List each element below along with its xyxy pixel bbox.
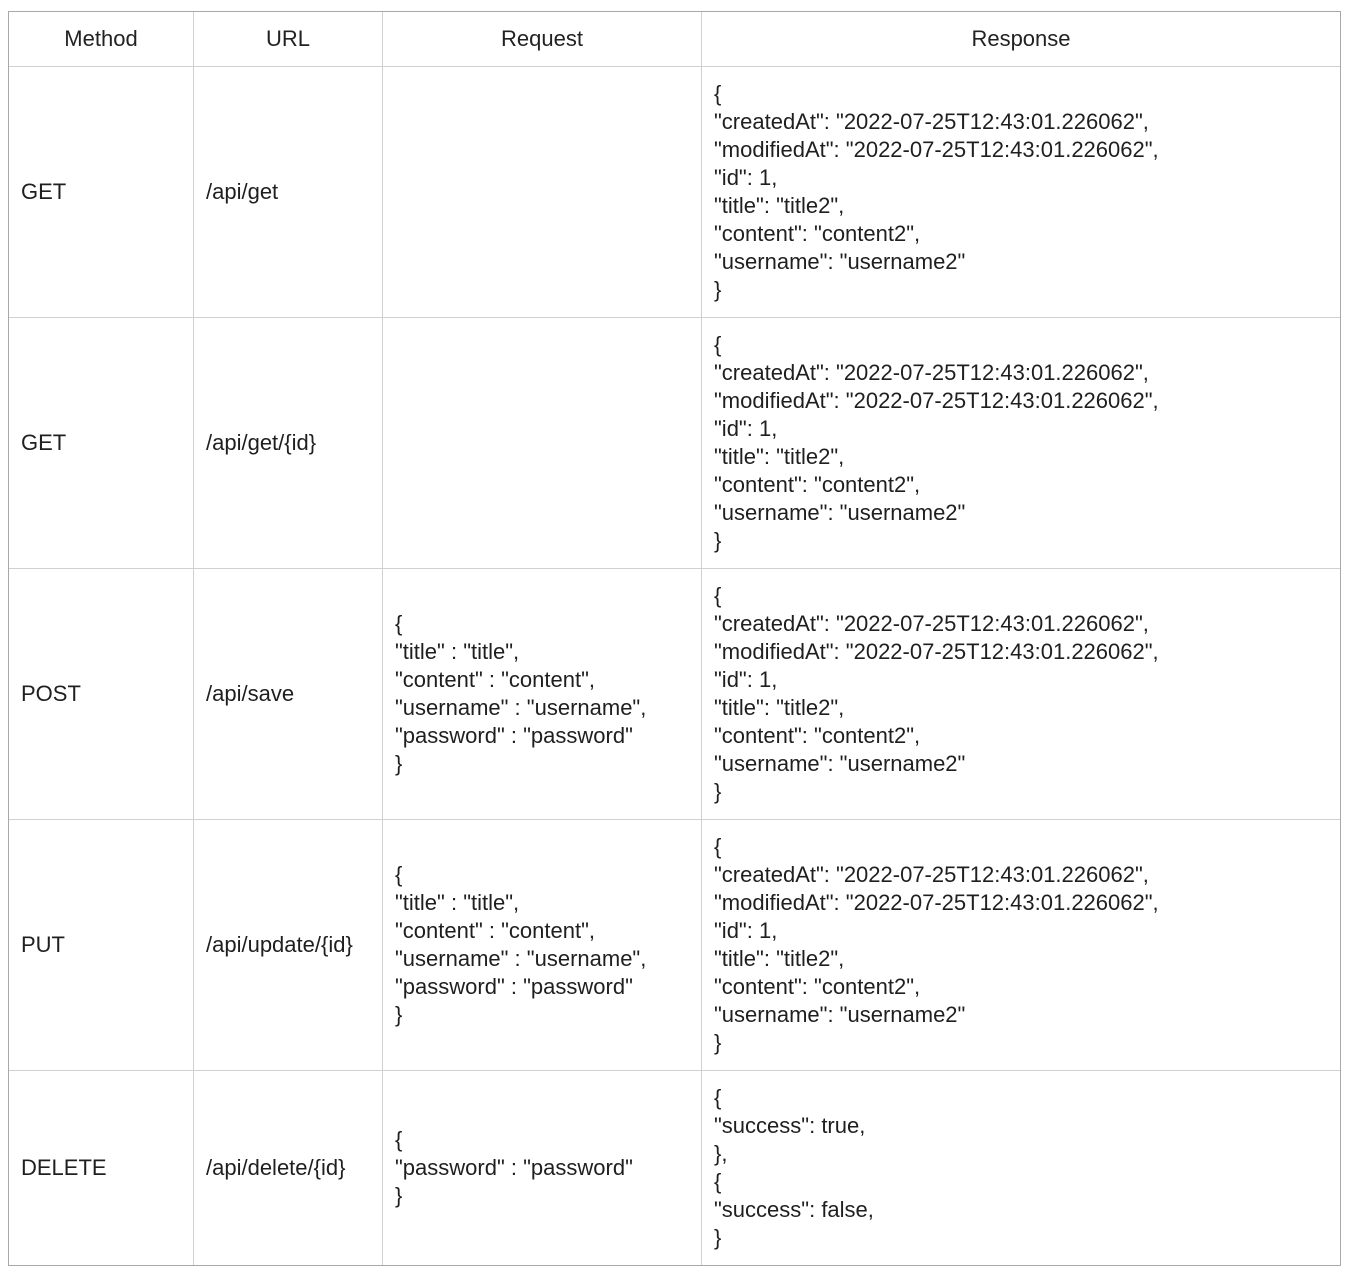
cell-request: { "title" : "title", "content" : "content", "username" : "username", "password" : "password" } <box>383 820 702 1071</box>
cell-request <box>383 318 702 569</box>
cell-response: { "createdAt": "2022-07-25T12:43:01.226062", "modifiedAt": "2022-07-25T12:43:01.226062", "id": 1, "title": "title2", "content": "content2", "username": "username2" } <box>702 67 1341 318</box>
cell-response: { "createdAt": "2022-07-25T12:43:01.226062", "modifiedAt": "2022-07-25T12:43:01.226062", "id": 1, "title": "title2", "content": "content2", "username": "username2" } <box>702 820 1341 1071</box>
header-row <box>9 12 1341 67</box>
header-request: Request <box>383 12 702 67</box>
table-body <box>9 67 1341 1266</box>
table-header <box>9 12 1341 67</box>
header-method: Method <box>9 12 194 67</box>
table-row <box>9 67 1341 318</box>
cell-method: DELETE <box>9 1071 194 1266</box>
cell-response: { "createdAt": "2022-07-25T12:43:01.226062", "modifiedAt": "2022-07-25T12:43:01.226062", "id": 1, "title": "title2", "content": "content2", "username": "username2" } <box>702 569 1341 820</box>
cell-method: GET <box>9 318 194 569</box>
cell-request: { "title" : "title", "content" : "content", "username" : "username", "password" : "password" } <box>383 569 702 820</box>
cell-url: /api/get/{id} <box>194 318 383 569</box>
cell-method: GET <box>9 67 194 318</box>
cell-url: /api/get <box>194 67 383 318</box>
table-row <box>9 569 1341 820</box>
cell-method: PUT <box>9 820 194 1071</box>
cell-url: /api/update/{id} <box>194 820 383 1071</box>
header-url: URL <box>194 12 383 67</box>
api-endpoints-table <box>8 11 1341 1266</box>
cell-url: /api/delete/{id} <box>194 1071 383 1266</box>
cell-request: { "password" : "password" } <box>383 1071 702 1266</box>
cell-url: /api/save <box>194 569 383 820</box>
cell-method: POST <box>9 569 194 820</box>
table-row <box>9 318 1341 569</box>
cell-response: { "success": true, }, { "success": false, } <box>702 1071 1341 1266</box>
cell-request <box>383 67 702 318</box>
table-row <box>9 1071 1341 1266</box>
cell-response: { "createdAt": "2022-07-25T12:43:01.226062", "modifiedAt": "2022-07-25T12:43:01.226062", "id": 1, "title": "title2", "content": "content2", "username": "username2" } <box>702 318 1341 569</box>
table-row <box>9 820 1341 1071</box>
header-response: Response <box>702 12 1341 67</box>
